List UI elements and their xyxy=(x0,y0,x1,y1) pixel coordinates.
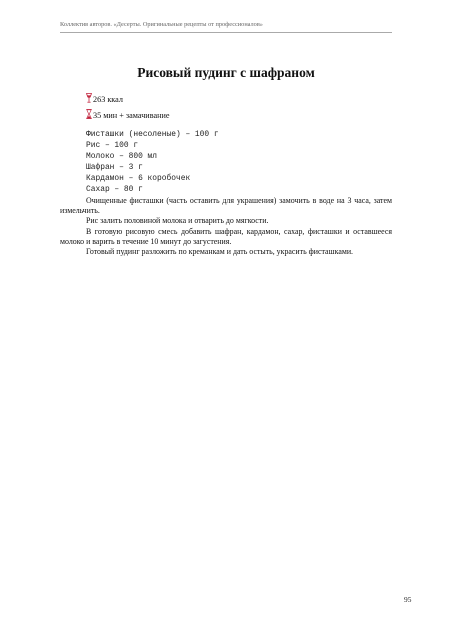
wine-glass-icon xyxy=(86,93,92,106)
ingredient-list xyxy=(86,129,219,195)
page-number: 95 xyxy=(404,595,412,604)
instructions xyxy=(60,196,392,257)
instruction-paragraph: Очищенные фисташки (часть оставить для украшения) замочить в воде на 3 часа, затем измельчить. xyxy=(60,196,392,216)
running-header-text: Коллектив авторов. «Десерты. Оригинальные рецепты от профессионалов» xyxy=(60,21,263,28)
header-divider xyxy=(60,32,392,33)
time-line xyxy=(86,109,169,122)
ingredient-item: Сахар – 80 г xyxy=(86,185,143,194)
ingredient-item: Молоко – 800 мл xyxy=(86,152,158,161)
calories-value: 263 ккал xyxy=(93,95,123,104)
instruction-paragraph: В готовую рисовую смесь добавить шафран, кардамон, сахар, фисташки и оставшееся молоко и варить в течение 10 минут до загустения. xyxy=(60,226,392,246)
time-value: 35 мин + замачивание xyxy=(93,111,170,120)
calories-line xyxy=(86,93,123,106)
running-header xyxy=(60,21,392,28)
instruction-paragraph: Готовый пудинг разложить по креманкам и дать остыть, украсить фисташками. xyxy=(86,247,354,257)
ingredient-item: Рис – 100 г xyxy=(86,141,139,150)
hourglass-icon xyxy=(86,109,92,122)
ingredient-item: Кардамон – 6 коробочек xyxy=(86,174,191,183)
recipe-title: Рисовый пудинг с шафраном xyxy=(137,65,315,80)
instruction-paragraph: Рис залить половиной молока и отварить до мягкости. xyxy=(86,216,269,226)
ingredient-item: Шафран – 3 г xyxy=(86,163,143,172)
ingredient-item: Фисташки (несоленые) – 100 г xyxy=(86,130,219,139)
